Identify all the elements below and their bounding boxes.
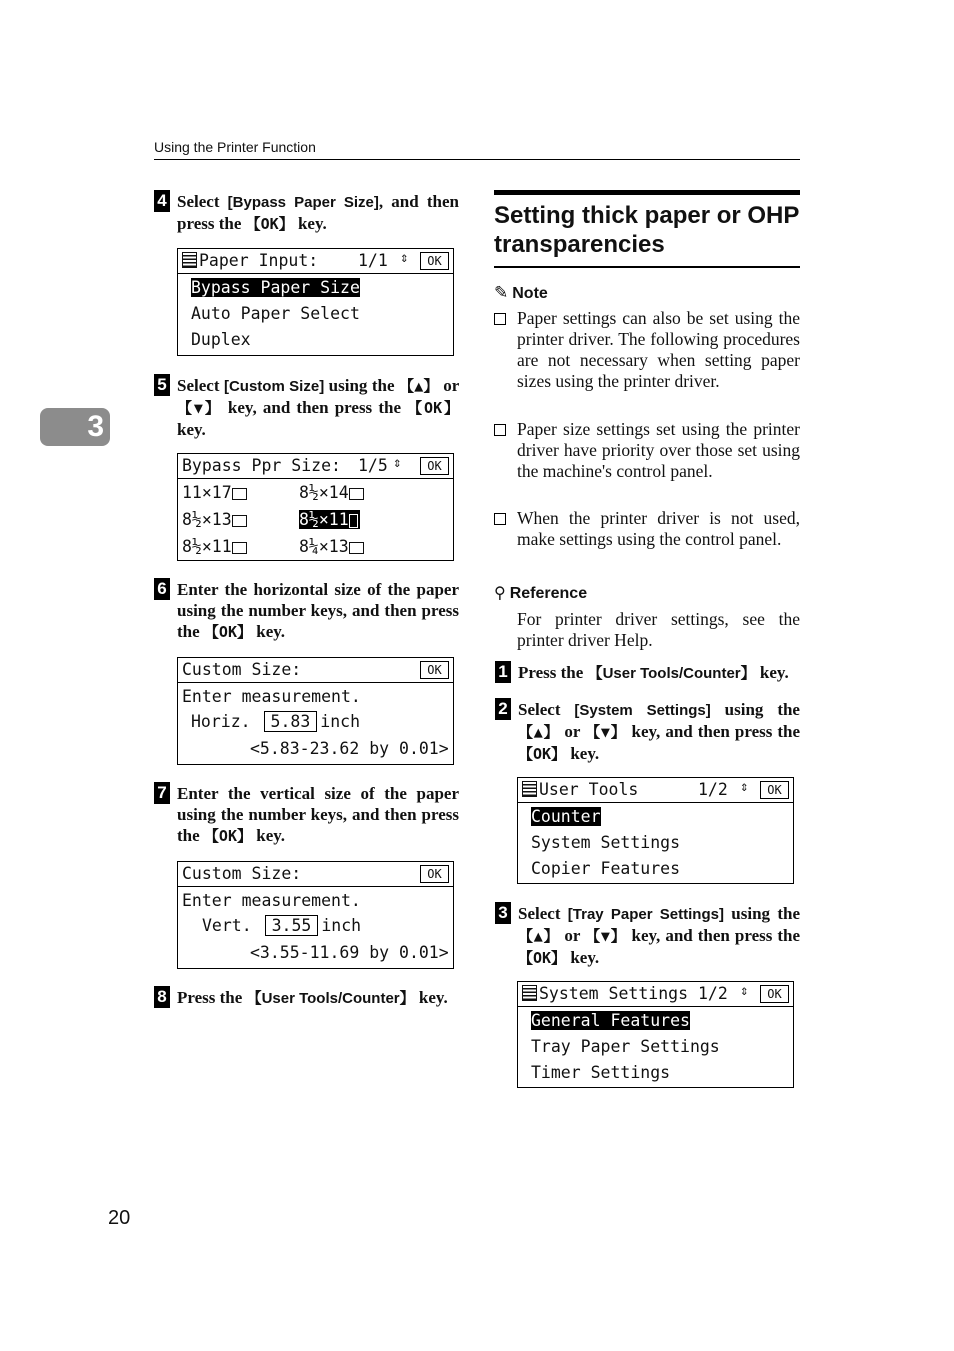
- lcd-menu-item-selected: Counter: [531, 807, 601, 826]
- step-text: Press the 【User Tools/Counter】 key.: [177, 988, 448, 1007]
- step-number: 7: [154, 782, 170, 804]
- lcd-title: Custom Size:: [182, 864, 302, 883]
- lcd-bypass-size: [177, 453, 454, 561]
- lcd-range: <5.83-23.62 by 0.01>: [250, 739, 449, 758]
- reference-text: For printer driver settings, see the printer driver Help.: [517, 609, 800, 650]
- lcd-menu-item: System Settings: [531, 833, 681, 852]
- ok-icon: OK: [760, 781, 789, 799]
- lcd-page-indicator: 1/2: [698, 780, 728, 799]
- lcd-paper-input: [177, 248, 454, 356]
- landscape-paper-icon: [232, 542, 247, 554]
- portrait-paper-icon: [349, 514, 358, 528]
- lcd-menu-item-selected: Bypass Paper Size: [191, 278, 360, 297]
- up-down-arrow-icon: ⇕: [740, 779, 749, 795]
- lcd-title: Bypass Ppr Size:: [182, 456, 341, 475]
- checkbox-bullet-icon: [494, 313, 506, 325]
- step-number: 8: [154, 986, 170, 1008]
- lcd-title: User Tools: [539, 780, 639, 799]
- ok-icon: OK: [420, 661, 449, 679]
- list-icon: [522, 781, 537, 797]
- page-number: 20: [108, 1207, 131, 1229]
- menu-item-ref: [Bypass Paper Size]: [227, 194, 379, 211]
- up-down-arrow-icon: ⇕: [400, 250, 409, 266]
- lcd-page-indicator: 1/5: [358, 456, 388, 475]
- note-item: When the printer driver is not used, make settings using the control panel.: [494, 508, 800, 571]
- running-header: Using the Printer Function: [154, 139, 316, 155]
- lcd-size-option-selected: 8½×11: [299, 510, 360, 529]
- lcd-page-indicator: 1/2: [698, 984, 728, 1003]
- step-text: Select [Custom Size] using the 【▲】 or 【▼】 key, and then press the 【OK】 key.: [177, 376, 460, 439]
- landscape-paper-icon: [349, 488, 364, 500]
- step-number: 1: [495, 661, 511, 683]
- lcd-title-bar: [178, 249, 453, 274]
- pencil-icon: ✎: [494, 283, 509, 302]
- note-item: Paper size settings set using the printer driver have priority over those set using the machine's control panel.: [494, 419, 800, 503]
- lcd-custom-size-vertical: [177, 861, 454, 969]
- step-number: 4: [154, 190, 170, 212]
- lcd-custom-size-horizontal: [177, 657, 454, 765]
- lcd-input-row: Horiz. 5.83 inch: [191, 712, 361, 731]
- key-ref: 【OK】: [245, 215, 294, 233]
- reference-heading: ⚲ Reference: [494, 585, 588, 602]
- lcd-input-row: Vert. 3.55 inch: [202, 916, 362, 935]
- list-icon: [522, 985, 537, 1001]
- landscape-paper-icon: [232, 488, 247, 500]
- lcd-prompt: Enter measurement.: [182, 687, 361, 706]
- step-text: Enter the horizontal size of the paper using the number keys, and then press the 【OK】 key.: [177, 580, 459, 641]
- header-rule: [154, 159, 800, 160]
- step-text: Enter the vertical size of the paper using the number keys, and then press the 【OK】 key.: [177, 784, 459, 845]
- lcd-title-bar: [178, 658, 453, 683]
- note-item: Paper settings can also be set using the printer driver. The following procedures are not necessary when setting paper sizes using the printer driver.: [494, 308, 800, 412]
- lcd-size-option: 8¼×13: [299, 537, 364, 556]
- lcd-prompt: Enter measurement.: [182, 891, 361, 910]
- step-text: Select [Bypass Paper Size], and then press the 【OK】 key.: [177, 192, 459, 233]
- landscape-paper-icon: [232, 515, 247, 527]
- ok-icon: OK: [420, 865, 449, 883]
- step-text: Press the 【User Tools/Counter】 key.: [518, 663, 789, 682]
- lcd-menu-item: Timer Settings: [531, 1063, 671, 1082]
- step-number: 6: [154, 578, 170, 600]
- section-title: Setting thick paper or OHP transparencies: [494, 202, 799, 258]
- lcd-size-option: 8½×11: [182, 537, 247, 556]
- ok-icon: OK: [420, 457, 449, 475]
- landscape-paper-icon: [349, 542, 364, 554]
- horizontal-size-value: 5.83: [264, 711, 318, 732]
- lcd-menu-item-selected: General Features: [531, 1011, 690, 1030]
- lcd-range: <3.55-11.69 by 0.01>: [250, 943, 449, 962]
- lcd-size-option: 11×17: [182, 483, 247, 502]
- step-number: 3: [495, 902, 511, 924]
- checkbox-bullet-icon: [494, 424, 506, 436]
- checkbox-bullet-icon: [494, 513, 506, 525]
- magnifier-icon: ⚲: [494, 585, 506, 602]
- lcd-menu-item: Copier Features: [531, 859, 681, 878]
- step-number: 2: [495, 698, 511, 720]
- section-bottom-rule: [494, 266, 800, 268]
- lcd-title: Paper Input:: [199, 251, 319, 270]
- ok-icon: OK: [420, 252, 449, 270]
- lcd-system-settings: [517, 981, 794, 1088]
- chapter-tab: 3: [40, 408, 110, 446]
- lcd-title-bar: [518, 982, 793, 1007]
- lcd-title-bar: [178, 862, 453, 887]
- lcd-title-bar: [178, 454, 453, 479]
- up-down-arrow-icon: ⇕: [740, 983, 749, 999]
- lcd-size-option: 8½×14: [299, 483, 364, 502]
- step-text: Select [Tray Paper Settings] using the 【▲】 or 【▼】 key, and then press the 【OK】 key.: [518, 904, 801, 967]
- lcd-page-indicator: 1/1: [358, 251, 388, 270]
- step-number: 5: [154, 374, 170, 396]
- note-heading: ✎ Note: [494, 283, 548, 302]
- lcd-title: System Settings: [539, 984, 689, 1003]
- four-way-arrow-icon: ⇕: [393, 455, 402, 471]
- vertical-size-value: 3.55: [265, 915, 319, 936]
- lcd-menu-item: Tray Paper Settings: [531, 1037, 720, 1056]
- lcd-menu-item: Auto Paper Select: [191, 304, 360, 323]
- step-text: Select [System Settings] using the 【▲】 or 【▼】 key, and then press the 【OK】 key.: [518, 700, 801, 763]
- lcd-user-tools: [517, 777, 794, 884]
- section-top-rule: [494, 190, 800, 195]
- lcd-title: Custom Size:: [182, 660, 302, 679]
- lcd-size-option: 8½×13: [182, 510, 247, 529]
- list-icon: [182, 252, 197, 268]
- lcd-title-bar: [518, 778, 793, 803]
- ok-icon: OK: [760, 985, 789, 1003]
- lcd-menu-item: Duplex: [191, 330, 251, 349]
